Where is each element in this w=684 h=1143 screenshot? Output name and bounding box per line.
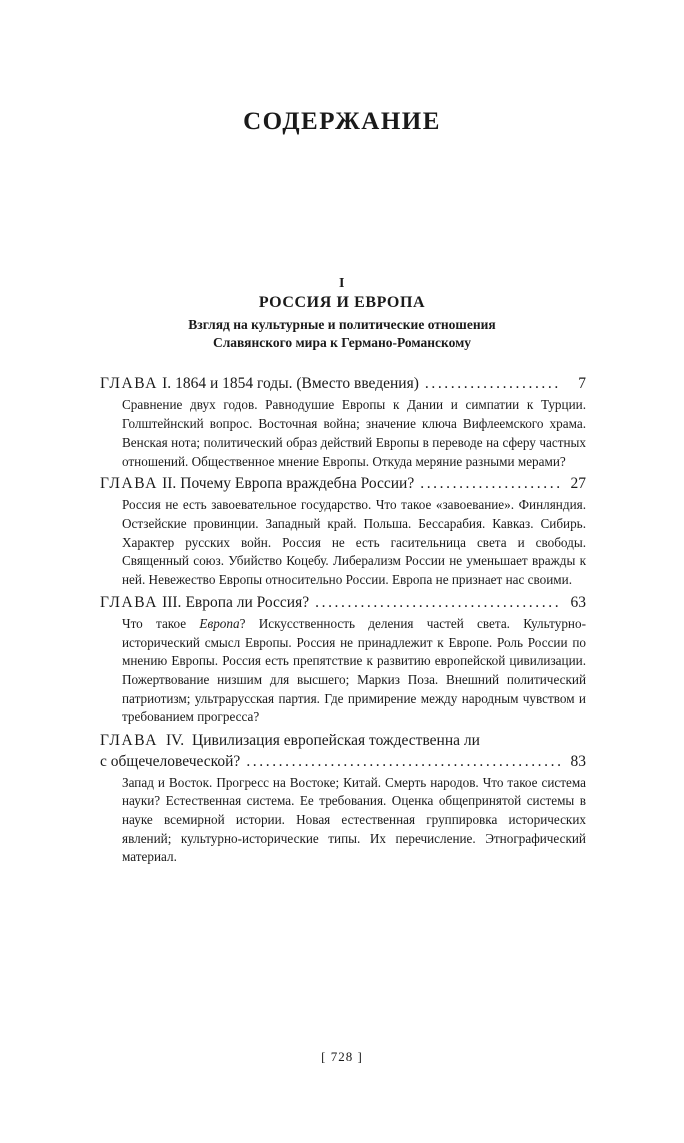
dot-leader <box>425 374 560 395</box>
chapter-description: Сравнение двух годов. Равнодушие Европы к Дании и симпатии к Турции. Голштейнский вопрос. Восточная война; значение ключа Вифлеемского храма. Венская нота; политический образ действий Европы в переводе на сферу частных отношений. Общественное мнение Европы. Откуда меряние разными мерами? <box>122 397 586 469</box>
part-subtitle-line1: Взгляд на культурные и политические отношения <box>188 317 496 332</box>
chapter-title: Цивилизация европейская тождественна ли <box>192 732 480 750</box>
toc-entry-head[interactable] <box>100 474 586 495</box>
chapter-description: Что такое Европа? Искусственность деления частей света. Культурно-исторический смысл Европы. Россия не принадлежит к Европе. Роль России по мнению Европы. Россия есть препятствие к развитию европейской цивилизации. Пожертвование низшим для высшего; Маркиз Поза. Внешний политический патриотизм; ультрарусская партия. Где примирение между народным чувством и требованием прогресса? <box>122 615 586 725</box>
toc-entry[interactable] <box>100 730 586 867</box>
folio-page-number: [ 728 ] <box>321 1049 363 1064</box>
chapter-label: ГЛАВА <box>100 475 159 493</box>
part-number: I <box>339 276 345 291</box>
dot-leader <box>246 752 560 773</box>
table-of-contents <box>0 374 684 867</box>
page-number[interactable]: 83 <box>570 752 586 770</box>
chapter-label: ГЛАВА <box>100 593 159 611</box>
page-number[interactable]: 27 <box>570 475 586 493</box>
chapter-title: Европа ли Россия? <box>185 593 310 611</box>
part-heading <box>0 276 684 352</box>
page-title: СОДЕРЖАНИЕ <box>243 108 441 135</box>
toc-entry[interactable] <box>100 474 586 590</box>
dot-leader <box>315 593 560 614</box>
toc-entry[interactable] <box>100 374 586 471</box>
part-subtitle-line2: Славянского мира к Германо-Романскому <box>212 335 472 351</box>
chapter-description: Россия не есть завоевательное государство. Что такое «завоевание». Финляндия. Остзейские провинции. Западный край. Польша. Бессарабия. Кавказ. Сибирь. Характер русских войн. Россия не есть гасительница света и свободы. Священный союз. Убийство Коцебу. Либерализм России не уменьшает вражды к ней. Невежество Европы относительно России. Европа не признает нас своими. <box>122 497 586 588</box>
toc-entry[interactable] <box>100 593 586 727</box>
toc-entry-head[interactable] <box>100 374 586 395</box>
page-number[interactable]: 7 <box>578 375 586 393</box>
part-title: РОССИЯ И ЕВРОПА <box>258 294 426 311</box>
chapter-label: ГЛАВА <box>100 732 159 750</box>
chapter-title: 1864 и 1854 годы. (Вместо введения) <box>175 375 419 393</box>
toc-entry-head-line2[interactable] <box>100 752 586 773</box>
chapter-number: IV. <box>165 732 185 750</box>
dot-leader <box>420 474 560 495</box>
chapter-title: Почему Европа враждебна России? <box>180 475 415 493</box>
chapter-number: II. <box>162 475 177 493</box>
toc-entry-head[interactable] <box>100 593 586 614</box>
chapter-number: I. <box>162 375 172 393</box>
page-number[interactable]: 63 <box>570 593 586 611</box>
toc-entry-head[interactable] <box>100 730 586 751</box>
chapter-number: III. <box>162 593 182 611</box>
document-page <box>0 108 684 1143</box>
chapter-title-continued: с общечеловеческой? <box>100 752 241 770</box>
chapter-description: Запад и Восток. Прогресс на Востоке; Китай. Смерть народов. Что такое система науки? Естественная система. Ее требования. Оценка общепринятой системы в науке всемирной истории. Новая естественная группировка исторических явлений; культурно-исторические типы. Их перечисление. Этнографический материал. <box>122 774 586 865</box>
chapter-label: ГЛАВА <box>100 375 159 393</box>
